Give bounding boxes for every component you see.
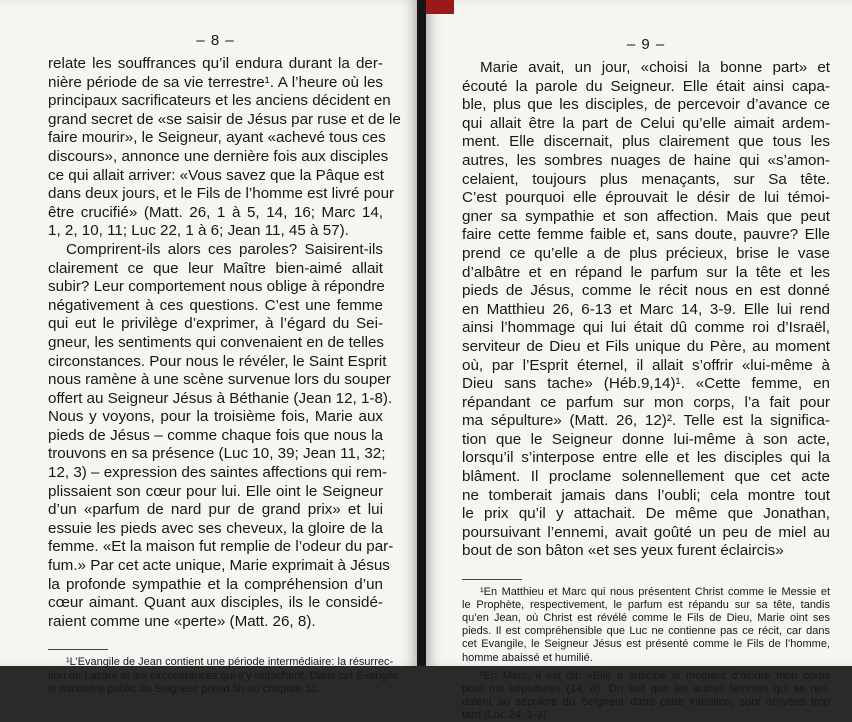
text-line: plissaient son cœur pour lui. Elle oint le Seigneur (48, 482, 383, 500)
left-page (0, 0, 417, 695)
text-line: tion que le Seigneur donne lui-même à son acte, (462, 430, 830, 448)
bookmark-ribbon (426, 0, 454, 14)
text-line: C’est pourquoi elle éprouvait le désir de lui témoi- (462, 189, 830, 207)
text-line: nière période de sa vie terrestre¹. A l’heure où les (48, 73, 383, 91)
footnote-line: daient au sépulcre du Seigneur dans cette intention, sont arrivées trop (462, 695, 830, 708)
footnote-rule-right (462, 579, 522, 580)
text-line: cœur aimant. Quant aux disciples, ils le considé- (48, 594, 383, 612)
text-line: ment. Elle discernait, plus clairement que tous les (462, 133, 830, 151)
footnote-line: cet Evangile, le Seigneur Jésus est présenté comme le Fils de l’homme, (462, 638, 830, 651)
text-line: femme. «Et la maison fut remplie de l’odeur du par- (48, 538, 394, 556)
text-line: ce qui allait arriver: «Vous savez que la Pâque est (48, 166, 385, 184)
footnote-line: tion de Lazare et les circonstances qui s’y rattachent. Dans cet Evangile, (48, 669, 402, 682)
text-line: Dieu sans tache» (Héb.9,14)¹. «Cette femme, en (462, 375, 830, 393)
footnote-line: pieds. Il est compréhensible que Luc ne contienne pas ce récit, car dans (462, 625, 830, 638)
text-line: raient comme une «perte» (Matt. 26, 8). (48, 612, 316, 630)
text-line: pieds de Jésus, comme le récit nous en est donné (462, 282, 830, 300)
text-line: subir? Leur comportement nous oblige à répondre (48, 278, 385, 296)
text-line: d’un «parfum de nard pur de grand prix» et lui (48, 501, 383, 519)
text-line: 1, 2, 10, 11; Luc 22, 1 à 6; Jean 11, 45 à 57). (48, 222, 349, 240)
page-number-right: – 9 – (626, 36, 666, 53)
text-line: blâment. Il proclame solennellement que cet acte (462, 468, 830, 486)
text-line: répandant ce parfum sur mon corps, l’a fait pour (462, 393, 830, 411)
text-line: offert au Seigneur Jésus à Béthanie (Jean 12, 1-8). (48, 389, 393, 407)
text-line: d’albâtre et en répand le parfum sur la tête et les (462, 263, 830, 281)
text-line: où, par l’Esprit éternel, il allait s’offrir «lui-même à (462, 356, 830, 374)
text-line: circonstances. Pour nous le révéler, le Saint Esprit (48, 352, 387, 370)
footnote-line: homme abaissé et humilié. (462, 651, 593, 664)
page-number-left: – 8 – (196, 32, 235, 49)
right-body-text (462, 59, 830, 561)
text-line: nous ramène à une scène survenue lors du souper (48, 371, 391, 389)
text-line: serviteur de Dieu et Fils unique du Père, au moment (462, 337, 830, 355)
left-footnotes (48, 656, 402, 695)
text-line: gneur, les sentiments qui convenaient en de telles (48, 333, 385, 351)
footnote-line: le ministère public du Seigneur prend fin au chapitre 10. (48, 682, 321, 695)
text-line: principaux sacrificateurs et les anciens décident en (48, 92, 391, 110)
text-line: négativement à ces questions. C’est une femme (48, 296, 383, 314)
text-line: poursuivant l’ennemi, avait goûté un peu de miel au (462, 523, 830, 541)
text-line: lorsqu’il s’interpose entre elle et les disciples qui la (462, 449, 830, 467)
text-line: discours», annonce une dernière fois aux disciples (48, 147, 389, 165)
text-line: bout de son bâton «et ses yeux furent éclaircis» (462, 542, 784, 560)
text-line: prend ce qu’elle a de plus précieux, brise le vase (462, 244, 830, 262)
text-line: fum.» Par cet acte unique, Marie exprimait à Jésus (48, 557, 390, 575)
text-line: dans deux jours, et le Fils de l’homme est livré pour (48, 185, 395, 203)
right-page (426, 0, 852, 721)
text-line: clairement ce que leur Maître bien-aimé allait (48, 259, 383, 277)
text-line: être crucifié» (Matt. 26, 1 à 5, 14, 16; Marc 14, (48, 203, 383, 221)
text-line: qui eut le privilège d’exprimer, à l’égard du Sei- (48, 315, 383, 333)
text-line: trouvons en sa présence (Luc 10, 39; Jean 11, 32; (48, 445, 386, 463)
footnote-line: tard (Luc 24, 1-3). (462, 708, 550, 721)
text-line: autres, les sombres nuages de haine qui «s’amon- (462, 151, 830, 169)
text-line: faire mourir», le Seigneur, ayant «achevé tous ces (48, 129, 386, 147)
footnote-rule-left (48, 649, 108, 650)
text-line: 12, 3) – expression des saintes affections qui rem- (48, 464, 388, 482)
right-footnote-2 (462, 670, 830, 722)
footnote-line: pour ma sépulture» (14, 8). On sait que les autres femmes qui se ren- (462, 682, 830, 695)
footnote-line: le Prophète, respectivement, le parfum est répandu sur sa tête, tandis (462, 599, 830, 612)
footnote-line: qu’en Jean, où Christ est révélé comme le Fils de Dieu, Marie oint ses (462, 612, 830, 625)
right-footnote-1 (462, 586, 830, 665)
text-line: relate les souffrances qu’il endura durant la der- (48, 55, 383, 72)
text-line: celaient, toujours plus menaçants, sur Sa tête. (462, 170, 830, 188)
text-line: Marie avait, un jour, «choisi la bonne part» et (480, 59, 830, 76)
text-line: ainsi l’hommage qui lui était dû comme roi d’Israël, (462, 319, 830, 337)
text-line: pieds de Jésus – comme chaque fois que nous la (48, 426, 383, 444)
text-line: Comprirent-ils alors ces paroles? Saisirent-ils (66, 240, 383, 258)
text-line: ble, plus que les disciples, de percevoir d’avance ce (462, 96, 830, 114)
text-line: qui allait être la part de Celui qu’elle aimait ardem- (462, 114, 830, 132)
text-line: Nous y voyons, pour la troisième fois, Marie aux (48, 408, 383, 426)
text-line: le prix qu’il y attachait. De même que Jonathan, (462, 505, 830, 523)
footnote-line: ²En Marc, il est dit: «Elle a anticipé le moment d’oindre mon corps (480, 669, 830, 682)
text-line: faire cette femme faible et, sans doute, pauvre? Elle (462, 226, 830, 244)
text-line: écouté la parole du Seigneur. Elle était ainsi capa- (462, 77, 830, 95)
footnote-line: ¹En Matthieu et Marc qui nous présentent Christ comme le Messie et (480, 586, 830, 599)
text-line: la profonde sympathie et la compréhension d’un (48, 575, 383, 593)
book-gutter (417, 0, 426, 666)
text-line: gner sa sympathie et son affection. Mais que peut (462, 207, 830, 225)
text-line: ne tomberait jamais dans l’oubli; cela montre tout (462, 486, 830, 504)
text-line: en Matthieu 26, 6-13 et Marc 14, 3-9. Elle lui rend (462, 300, 830, 318)
text-line: grand secret de «se saisir de Jésus par ruse et de le (48, 110, 401, 128)
text-line: essuie les pieds avec ses cheveux, la gloire de la (48, 519, 383, 537)
text-line: ma sépulture» (Matt. 26, 12)². Telle est la significa- (462, 412, 830, 430)
footnote-line: ¹L’Evangile de Jean contient une période intermédiaire: la résurrec- (66, 656, 394, 669)
left-body-text (48, 55, 401, 631)
